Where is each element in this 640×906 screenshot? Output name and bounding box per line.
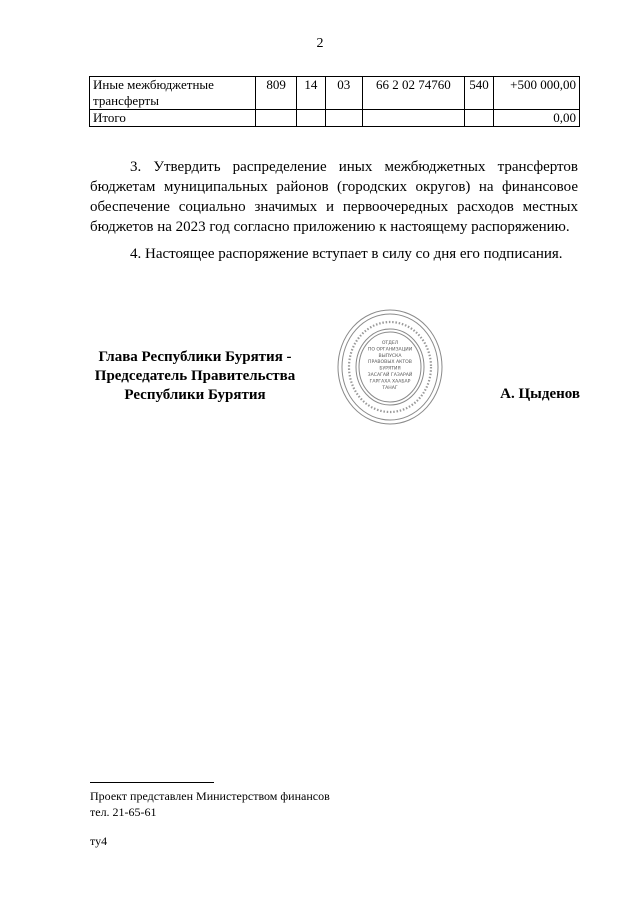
- expense-type-code: 540: [465, 77, 494, 110]
- empty-cell: [465, 110, 494, 127]
- empty-cell: [325, 110, 362, 127]
- table-row: [90, 110, 580, 127]
- page-number: 2: [316, 36, 324, 51]
- seal-text-line: ГАРГАХА ХААБАР: [369, 379, 411, 385]
- seal-text-line: ПРАВОВЫХ АКТОВ: [368, 360, 412, 366]
- budget-table: [89, 76, 580, 127]
- empty-cell: [297, 110, 326, 127]
- amount-cell: +500 000,00: [493, 77, 579, 110]
- ministry-code: 809: [256, 77, 297, 110]
- seal-text-line: ТАНАГ: [382, 385, 398, 391]
- signer-title-line: Глава Республики Бурятия -: [98, 349, 292, 365]
- paragraph-3-text: 3. Утвердить распределение иных межбюджетных трансфертов бюджетам муниципальных районов (городских округов) на финансовое обеспечение социально значимых и первоочередных расходов местных бюджетов на 2023 год согласно приложению к настоящему распоряжению.: [90, 159, 578, 235]
- table-row: [90, 77, 580, 110]
- paragraph-3: [90, 157, 578, 237]
- footnote-line: тел. 21-65-61: [90, 805, 157, 819]
- total-amount-cell: 0,00: [493, 110, 579, 127]
- row-name-line: трансферты: [93, 93, 159, 108]
- footnote: [90, 788, 330, 820]
- seal-text-line: ОТДЕЛ: [381, 341, 399, 346]
- paragraph-4-text: 4. Настоящее распоряжение вступает в силу со дня его подписания.: [130, 246, 563, 262]
- signer-title-line: Республики Бурятия: [124, 387, 266, 403]
- seal-text-line: ПО ОРГАНИЗАЦИИ: [367, 347, 413, 353]
- footnote-divider: [90, 782, 214, 783]
- signer-title-line: Председатель Правительства: [94, 368, 296, 384]
- seal-text-line: ЗАСАГАЙ ГАЗАРАЙ: [367, 373, 413, 378]
- signer-name: А. Цыденов: [500, 386, 580, 402]
- row-name: Итого: [90, 110, 256, 127]
- empty-cell: [256, 110, 297, 127]
- official-seal: [336, 308, 444, 426]
- target-code: 66 2 02 74760: [362, 77, 465, 110]
- signer-title: [70, 348, 320, 405]
- seal-text-line: БУРЯТИЯ: [379, 366, 401, 372]
- row-name-line: Иные межбюджетные: [93, 77, 214, 92]
- subsection-code: 03: [325, 77, 362, 110]
- row-name: [90, 77, 256, 110]
- footnote-line: Проект представлен Министерством финансов: [90, 789, 330, 803]
- seal-text-line: ВЫПУСКА: [378, 353, 402, 359]
- empty-cell: [362, 110, 465, 127]
- document-code: ту4: [90, 834, 108, 848]
- section-code: 14: [297, 77, 326, 110]
- paragraph-4: [90, 244, 578, 264]
